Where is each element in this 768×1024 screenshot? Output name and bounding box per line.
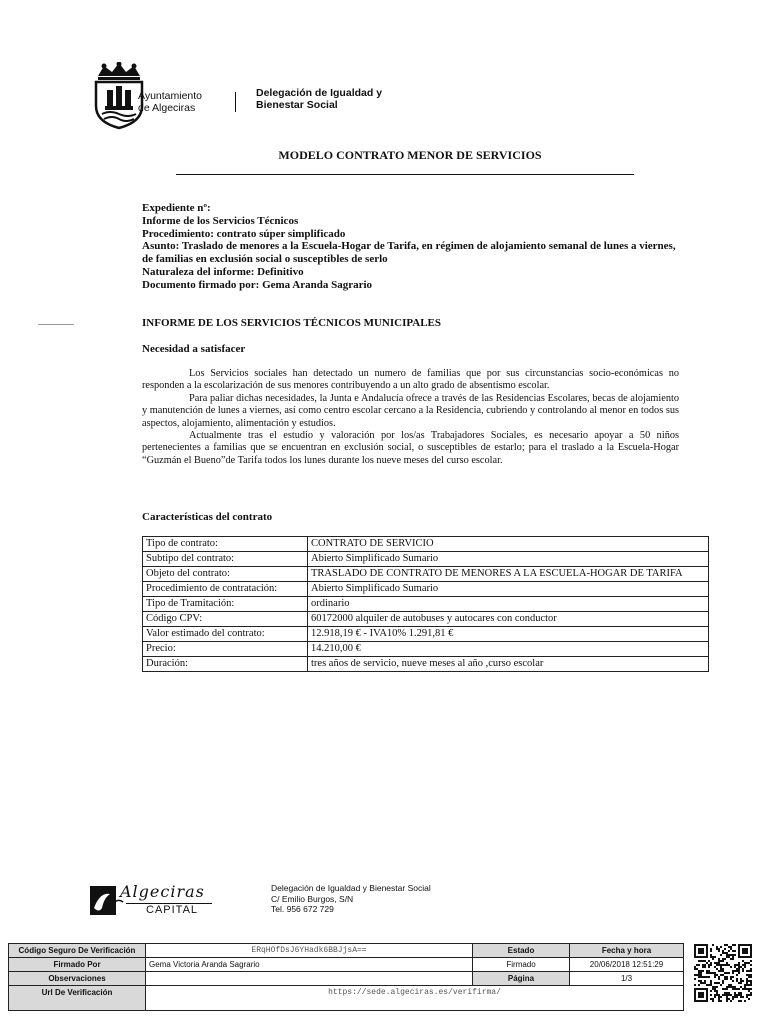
document-meta — [142, 202, 682, 292]
meta-asunto: Asunto: Traslado de menores a la Escuela-Hogar de Tarifa, en régimen de alojamiento semanal de lunes a viernes, de familias en exclusión social o susceptibles de serlo — [142, 240, 676, 266]
url-value[interactable]: https://sede.algeciras.es/verifirma/ — [146, 986, 684, 1011]
contract-table — [142, 536, 709, 672]
table-row — [9, 986, 684, 1011]
pagina-value: 1/3 — [570, 972, 684, 986]
meta-procedimiento: Procedimiento: contrato súper simplificado — [142, 227, 346, 240]
table-row — [143, 567, 709, 582]
section-title: INFORME DE LOS SERVICIOS TÉCNICOS MUNICIPALES — [142, 317, 442, 329]
margin-mark — [38, 324, 74, 325]
algeciras-capital-logo — [90, 882, 214, 917]
logo-line-1: Ayuntamiento — [138, 90, 203, 102]
fecha-value: 20/06/2018 12:51:29 — [570, 958, 684, 972]
contract-heading: Características del contrato — [142, 511, 273, 523]
brand-script: Algeciras — [120, 882, 205, 901]
contract-value: Abierto Simplificado Sumario — [308, 582, 709, 597]
department-line-1: Delegación de Igualdad y — [256, 87, 383, 99]
document-title: MODELO CONTRATO MENOR DE SERVICIOS — [278, 148, 542, 162]
table-row — [143, 582, 709, 597]
qr-code-icon — [694, 944, 752, 1002]
url-label: Url De Verificación — [9, 986, 146, 1011]
department-name — [256, 87, 382, 111]
observaciones-value — [146, 972, 473, 986]
meta-naturaleza: Naturaleza del informe: Definitivo — [142, 265, 304, 278]
contract-label: Subtipo del contrato: — [143, 552, 308, 567]
contract-label: Precio: — [143, 642, 308, 657]
address-line-2: C/ Emilio Burgos, S/N — [271, 893, 354, 904]
csv-value: ERqHOfDsJ6YHadk6BBJjsA== — [146, 944, 473, 958]
address-line-1: Delegación de Igualdad y Bienestar Social — [271, 883, 431, 893]
paragraph-2: Para paliar dichas necesidades, la Junta e Andalucía ofrece a través de las Residencias Escolares, becas de alojamiento y manutención de lunes a viernes, así como centro escolar cercano a la Residencia, cubriendo y controlando al menor en todos sus aspectos, alojamiento, alimentación y estudios. — [142, 392, 679, 429]
header-divider — [235, 92, 236, 112]
contract-value: ordinario — [308, 597, 709, 612]
meta-expediente: Expediente nº: — [142, 202, 211, 214]
contract-label: Código CPV: — [143, 612, 308, 627]
contract-label: Objeto del contrato: — [143, 567, 308, 582]
contract-label: Tipo de contrato: — [143, 537, 308, 552]
pagina-label: Página — [473, 972, 570, 986]
logo-text — [138, 90, 202, 114]
meta-firmado: Documento firmado por: Gema Aranda Sagrario — [142, 278, 373, 291]
contract-value: 12.918,19 € - IVA10% 1.291,81 € — [308, 627, 709, 642]
contract-value: CONTRATO DE SERVICIO — [308, 537, 709, 552]
table-row — [9, 958, 684, 972]
table-row — [9, 944, 684, 958]
table-row — [143, 627, 709, 642]
table-row — [143, 657, 709, 672]
department-line-2: Bienestar Social — [256, 99, 338, 111]
contract-label: Procedimiento de contratación: — [143, 582, 308, 597]
estado-value: Firmado — [473, 958, 570, 972]
contract-label: Duración: — [143, 657, 308, 672]
verification-table — [8, 943, 684, 1011]
need-body — [142, 368, 679, 467]
csv-label: Código Seguro De Verificación — [9, 944, 146, 958]
contract-label: Valor estimado del contrato: — [143, 627, 308, 642]
table-row — [143, 537, 709, 552]
meta-informe: Informe de los Servicios Técnicos — [142, 214, 299, 227]
firmado-label: Firmado Por — [9, 958, 146, 972]
observaciones-label: Observaciones — [9, 972, 146, 986]
contract-value: tres años de servicio, nueve meses al año ,curso escolar — [308, 657, 709, 672]
table-row — [143, 612, 709, 627]
contract-value: 60172000 alquiler de autobuses y autocares con conductor — [308, 612, 709, 627]
brand-caps: CAPITAL — [146, 904, 199, 916]
table-row — [143, 597, 709, 612]
firmado-value: Gema Victoria Aranda Sagrario — [146, 958, 473, 972]
contract-label: Tipo de Tramitación: — [143, 597, 308, 612]
table-row — [143, 642, 709, 657]
footer-address — [271, 883, 431, 915]
logo-line-2: de Algeciras — [138, 102, 196, 114]
paragraph-1: Los Servicios sociales han detectado un numero de familias que por sus circunstancias socio-económicas no responden a la escolarización de sus menores contribuyendo a un alto grado de absentismo escolar. — [142, 368, 679, 392]
title-rule — [176, 174, 634, 175]
table-row — [9, 972, 684, 986]
estado-label: Estado — [473, 944, 570, 958]
contract-value: TRASLADO DE CONTRATO DE MENORES A LA ESCUELA-HOGAR DE TARIFA — [308, 567, 709, 582]
table-row — [143, 552, 709, 567]
address-line-3: Tel. 956 672 729 — [271, 904, 334, 914]
contract-value: Abierto Simplificado Sumario — [308, 552, 709, 567]
contract-value: 14.210,00 € — [308, 642, 709, 657]
fecha-label: Fecha y hora — [570, 944, 684, 958]
need-heading: Necesidad a satisfacer — [142, 343, 246, 355]
paragraph-3: Actualmente tras el estudio y valoración por los/as Trabajadores Sociales, es necesario apoyar a 50 niños pertenecientes a familias que se encuentran en exclusión social, o susceptibles de estarlo; para el traslado a la Escuela-Hogar “Guzmán el Bueno”de Tarifa todos los lunes durante los nueve meses del curso escolar. — [142, 430, 679, 466]
